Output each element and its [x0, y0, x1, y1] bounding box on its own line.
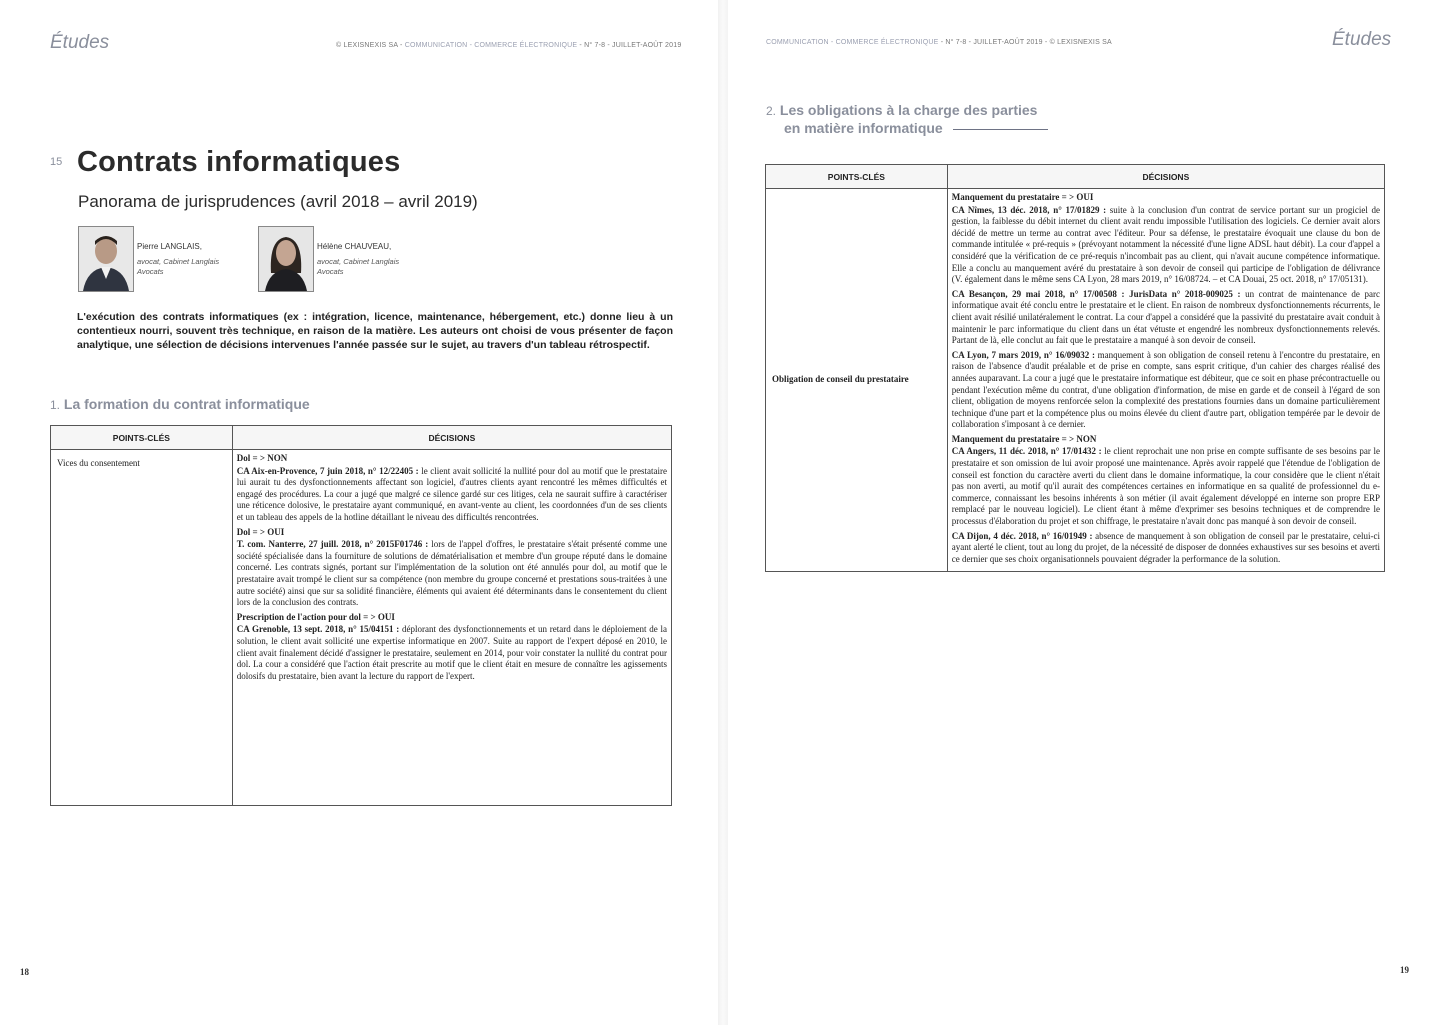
decision-block	[952, 434, 1380, 528]
author-photo-2-image	[259, 227, 313, 291]
author-1-firm: Avocats	[137, 267, 164, 276]
running-head-publisher: © LEXISNEXIS SA	[1049, 39, 1112, 46]
table-1-header-decisions: DÉCISIONS	[232, 426, 671, 450]
decision-heading: Prescription de l'action pour dol = > OUI	[236, 611, 395, 622]
section-heading-1	[50, 396, 310, 414]
decision-block	[952, 289, 1380, 347]
author-1-role: avocat, Cabinet Langlais	[137, 257, 220, 266]
section-heading-2-line1: Les obligations à la charge des parties	[779, 102, 1038, 118]
decisions-table-1	[50, 425, 672, 806]
decision-reference: T. com. Nanterre, 27 juill. 2018, n° 2015F01746 :	[236, 539, 429, 550]
page-gutter	[718, 0, 728, 1025]
author-photo-1-image	[79, 227, 133, 291]
section-heading-2-number: 2.	[766, 104, 777, 118]
author-photo-1	[78, 226, 134, 292]
decision-reference: CA Dijon, 4 déc. 2018, n° 16/01949 :	[951, 530, 1093, 541]
decision-reference: CA Nîmes, 13 déc. 2018, n° 17/01829 :	[951, 204, 1107, 215]
section-heading-2-line2: en matière informatique	[784, 120, 943, 136]
table-2-decisions-cell	[947, 189, 1384, 572]
running-head-journal: COMMUNICATION - COMMERCE ÉLECTRONIQUE	[766, 39, 939, 46]
section-tag: Études	[50, 32, 110, 53]
article-number: 15	[50, 156, 63, 168]
decision-text: suite à la conclusion d'un contrat de service portant sur un progiciel de gestion, la faiblesse du débit internet du client avait rendu impossible l'utilisation des logiciels. Ce dernier avait alors décidé de mettre un terme au contrat avec l'éditeur. Pour sa défense, le prestataire évoquait une clause du bon de commande intitulée « pré-requis » (prévoyant notamment la nécessité d'une ligne ADSL haut débit). La cour d'appel a considéré que la vérification de ce pré-requis n'incombait pas au client, qui n'avait aucune compétence informatique. Elle a conclu au manquement avéré du prestataire à son devoir de conseil qui participe de l'obligation de délivrance (V. également dans le même sens CA Lyon, 28 mars 2019, n° 16/08724. – et CA Douai, 25 oct. 2018, n° 17/05131).	[951, 204, 1381, 285]
decision-text: le client reprochait une non prise en compte suffisante de ses besoins par le prestataire et son omission de lui avoir proposé une maintenance. Après avoir rappelé que l'étendue de l'obligation de conseil est fonction du caractère averti du client dans le domaine informatique, la cour considère que le client n'était pas non averti, au motif qu'il aurait des compétences certaines en informatique en sa qualité de professionnel du e-commerce, connaissant les besoins inhérents à son métier (il avait également développé en interne son propre ERP remplacé par le nouveau logiciel). Le client étant à même d'exprimer ses besoins techniques et de comprendre le processus d'élaboration du projet et son chiffrage, le prestataire n'avait donc pas manqué à son devoir de conseil.	[951, 446, 1380, 527]
page-number: 18	[20, 967, 29, 977]
author-2	[317, 242, 399, 277]
running-head-publisher: © LEXISNEXIS SA	[336, 42, 398, 49]
section-heading-1-title: La formation du contrat informatique	[63, 396, 310, 412]
article-title: Contrats informatiques	[77, 146, 401, 178]
section-heading-1-number: 1.	[50, 398, 61, 412]
page-number: 19	[1400, 965, 1409, 975]
decision-text: manquement à son obligation de conseil retenu à l'encontre du prestataire, en raison de l'absence d'audit préalable et de prise en compte, sans esprit critique, d'un cahier des charges réalisé des années auparavant. La cour a jugé que le prestataire informatique est débiteur, que ce soit en phase précontractuelle ou pendant l'exécution même du contrat, d'une obligation d'information, de mise en garde et de conseil à l'égard de son client, obligation de moyens renforcée selon la complexité des prestations fournies dans un domaine particulièrement technique d'une part et la compétence plus ou moins élevée du client d'autre part, obligation tempérée par le devoir de collaboration s'imposant à ce dernier.	[951, 349, 1380, 430]
decision-heading: Manquement du prestataire = > OUI	[951, 192, 1094, 202]
section-heading-2	[766, 102, 1048, 137]
article-intro: L'exécution des contrats informatiques (ex : intégration, licence, maintenance, hébergement, etc.) donne lieu à un contentieux nourri, souvent très technique, en raison de la matière. Les auteurs ont choisi de vous présenter de façon analytique, une sélection de décisions intervenues l'année passée sur le sujet, au travers d'un tableau rétrospectif.	[77, 311, 673, 352]
running-head: © LEXISNEXIS SA - COMMUNICATION - COMMERCE ÉLECTRONIQUE - N° 7-8 - JUILLET-AOÛT 2019	[336, 42, 682, 49]
running-head-issue: N° 7-8 - JUILLET-AOÛT 2019	[584, 42, 682, 49]
running-head-issue: N° 7-8 - JUILLET-AOÛT 2019	[945, 39, 1043, 46]
table-1-point-cell: Vices du consentement	[51, 450, 233, 806]
table-1-decisions-cell	[232, 450, 671, 806]
decision-block	[237, 527, 667, 609]
author-2-role: avocat, Cabinet Langlais	[317, 257, 400, 266]
author-photo-2	[258, 226, 314, 292]
decisions-table-2	[765, 164, 1385, 572]
author-2-firm: Avocats	[317, 267, 344, 276]
decision-block	[237, 453, 667, 524]
decision-text: un contrat de maintenance de parc informatique avait été conclu entre le prestataire et le client. En raison de nombreux dysfonctionnements récurrents, le client avait résilié unilatéralement le contrat. La cour d'appel a considéré que la passivité du prestataire avait conduit à maintenir le parc informatique du client dans un état vétuste et engendré les nombreux dysfonctionnements relevés. Partant de là, elle conclut au fait que le prestataire a manqué à son devoir de conseil.	[951, 288, 1380, 346]
decision-reference: CA Besançon, 29 mai 2018, n° 17/00508 : JurisData n° 2018-009025 :	[951, 288, 1241, 299]
decision-reference: CA Angers, 11 déc. 2018, n° 17/01432 :	[951, 446, 1102, 457]
author-1-name: Pierre LANGLAIS,	[137, 242, 202, 251]
article-subtitle: Panorama de jurisprudences (avril 2018 – avril 2019)	[78, 192, 478, 211]
decision-reference: CA Grenoble, 13 sept. 2018, n° 15/04151 :	[236, 624, 400, 635]
table-2-point-cell: Obligation de conseil du prestataire	[766, 189, 948, 572]
table-2-header-points: POINTS-CLÉS	[766, 165, 948, 189]
decision-reference: CA Aix-en-Provence, 7 juin 2018, n° 12/22405 :	[236, 465, 419, 476]
decision-reference: CA Lyon, 7 mars 2019, n° 16/09032 :	[951, 349, 1095, 360]
table-1-header-points: POINTS-CLÉS	[51, 426, 233, 450]
decision-text: déplorant des dysfonctionnements et un retard dans le déploiement de la solution, le client avait sollicité une expertise informatique en 2007. Suite au rapport de l'expert déposé en 2010, le client avait finalement décidé d'assigner le prestataire, seulement en 2014, pour voir constater la nullité du contrat pour dol. La cour a considéré que l'action était prescrite au motif que le client était en mesure de connaître les agissements dolosifs du prestataire, bien avant la lecture du rapport de l'expert.	[236, 624, 667, 681]
decision-block	[952, 350, 1380, 431]
decision-block	[952, 531, 1380, 566]
left-page	[0, 0, 718, 1025]
decision-heading: Dol = > OUI	[236, 526, 285, 537]
decision-text: lors de l'appel d'offres, le prestataire s'était présenté comme une société spécialisée dans la fourniture de solutions de dématérialisation et membre d'un groupe réputé dans le domaine concerné. Les contrats signés, portant sur l'implémentation de la solution ont été annulés pour dol, au motif que le prestataire avait trompé le client sur sa compétence (non membre du groupe concerné et prestations sous-traitées à une autre société) ainsi que sur sa solidité financière, éléments qui avaient été déterminants dans le consentement du client lors de la conclusion des contrats.	[236, 539, 668, 608]
decision-block	[952, 192, 1380, 286]
section-heading-rule	[953, 129, 1048, 130]
right-page	[728, 0, 1450, 1025]
decision-heading: Manquement du prestataire = > NON	[951, 433, 1097, 444]
running-head: COMMUNICATION - COMMERCE ÉLECTRONIQUE - N° 7-8 - JUILLET-AOÛT 2019 - © LEXISNEXIS SA	[766, 39, 1112, 46]
table-2-header-decisions: DÉCISIONS	[947, 165, 1384, 189]
running-head-journal: COMMUNICATION - COMMERCE ÉLECTRONIQUE	[404, 42, 578, 49]
section-tag: Études	[1332, 29, 1392, 50]
decision-heading: Dol = > NON	[236, 453, 288, 463]
decision-text: absence de manquement à son obligation de conseil par le prestataire, celui-ci ayant alerté le client, tout au long du projet, de la nécessité de disposer de données exhaustives sur ses besoins et averti ce dernier que ses choix organisationnels pouvaient dégrader la performance de la solution.	[951, 530, 1381, 564]
decision-text: le client avait sollicité la nullité pour dol au motif que le prestataire lui aurait tu des dysfonctionnements affectant son logiciel, d'autres clients ayant rencontré les mêmes difficultés et engagé des procédures. La cour a jugé que malgré ce silence gardé sur ces litiges, cela ne saurait suffire à caractériser une réticence dolosive, le prestataire ayant communiqué, en avant-vente au client, les coordonnées d'un de ses clients et un tableau des appels de la hotline détaillant le niveau des difficultés rencontrées.	[236, 465, 667, 522]
author-2-name: Hélène CHAUVEAU,	[317, 242, 392, 251]
author-1	[137, 242, 219, 277]
decision-block	[237, 612, 667, 683]
